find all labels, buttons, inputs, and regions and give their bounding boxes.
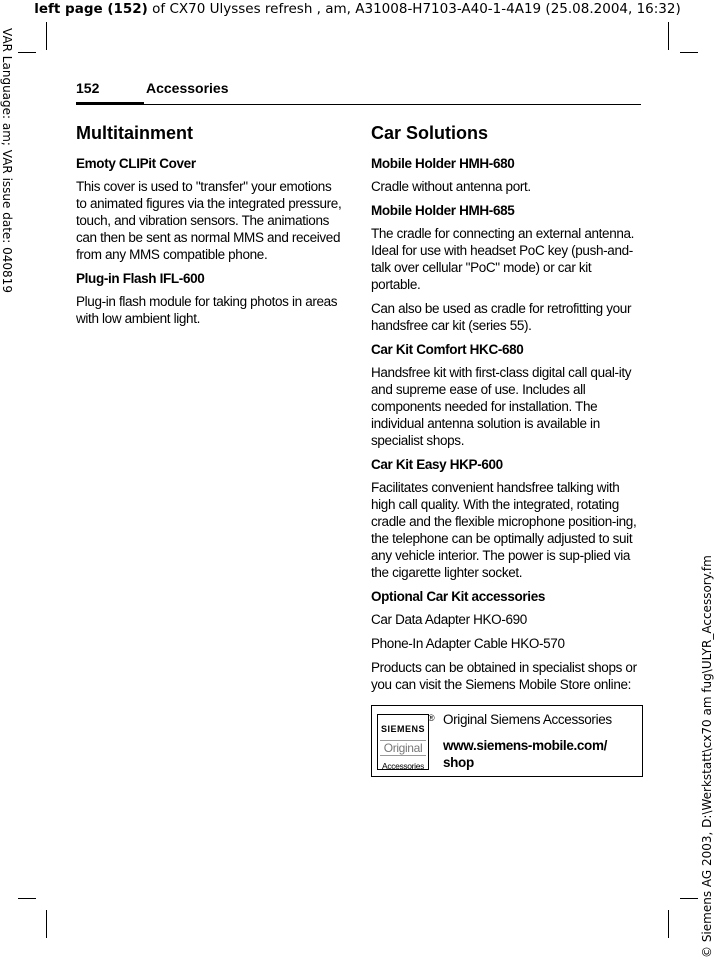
crop-mark (46, 910, 47, 938)
item-title: Plug-in Flash IFL-600 (76, 271, 205, 286)
copyright-file-note: © Siemens AG 2003, D:\Werkstatt\cx70 am fug\ULYR_Accessory.fm (700, 555, 714, 958)
page-number: 152 (76, 80, 100, 96)
page-title: Accessories (146, 80, 229, 96)
section-heading: Car Solutions (371, 123, 489, 143)
side-margin-left (0, 28, 16, 328)
logo-original-text: Original (380, 740, 426, 756)
print-header-details: of CX70 Ulysses refresh , am, A31008-H7103-A40-1-4A19 (25.08.2004, 16:32) (147, 1, 681, 17)
print-header-page-ref: left page (152) (34, 1, 148, 17)
item-title: Car Kit Easy HKP-600 (371, 457, 503, 472)
logo-accessories-text: Accessories (382, 761, 424, 771)
section-heading: Multitainment (76, 123, 193, 143)
header-rule (144, 104, 641, 105)
var-language-note: VAR Language: am; VAR issue date: 040819 (0, 28, 14, 293)
store-box-text (443, 711, 638, 771)
crop-mark (18, 898, 36, 899)
crop-mark (668, 22, 669, 50)
store-info-box (371, 705, 643, 777)
item-description: Handsfree kit with first-class digital call qual-ity and supreme ease of use. Includes all components needed for installation. The individual antenna solution is available in specialist shops. (371, 365, 632, 448)
item-description: Plug-in flash module for taking photos in areas with low ambient light. (76, 294, 338, 326)
item-description: Products can be obtained in specialist shops or you can visit the Siemens Mobile Store online: (371, 660, 637, 692)
right-column (371, 122, 643, 777)
item-title: Car Kit Comfort HKC-680 (371, 342, 524, 357)
left-column (76, 122, 344, 334)
item-description: This cover is used to "transfer" your emotions to animated figures via the integrated pressure, touch, and vibration sensors. The animations can then be sent as normal MMS and received from any MMS compatible phone. (76, 179, 342, 262)
item-description: Facilitates convenient handsfree talking with high call quality. With the integrated, rotating cradle and the flexible microphone position-ing, the telephone can be optimally adjusted to suit any vehicle interior. The power is sup-plied via the cigarette lighter socket. (371, 480, 637, 580)
page-header (76, 80, 641, 108)
header-rule-thick (76, 102, 144, 105)
store-url: www.siemens-mobile.com/ shop (443, 738, 607, 770)
store-box-title: Original Siemens Accessories (443, 712, 612, 727)
item-title: Mobile Holder HMH-680 (371, 156, 515, 171)
item-title: Optional Car Kit accessories (371, 589, 546, 604)
item-description: The cradle for connecting an external antenna. Ideal for use with headset PoC key (push-and-talk over cellular "PoC" mode) or car kit portable. (371, 226, 635, 292)
side-margin-right (700, 548, 715, 958)
accessory-list-item: Car Data Adapter HKO-690 (371, 612, 527, 627)
crop-mark (680, 52, 698, 53)
crop-mark (46, 22, 47, 50)
item-title: Emoty CLIPit Cover (76, 156, 196, 171)
print-header-line (0, 0, 715, 18)
accessory-list-item: Phone-In Adapter Cable HKO-570 (371, 636, 565, 651)
item-description: Can also be used as cradle for retrofitting your handsfree car kit (series 55). (371, 301, 632, 333)
item-title: Mobile Holder HMH-685 (371, 203, 515, 218)
registered-mark: ® (428, 713, 435, 723)
crop-mark (18, 52, 36, 53)
logo-brand-text: SIEMENS (380, 724, 425, 734)
item-description: Cradle without antenna port. (371, 179, 531, 194)
siemens-original-accessories-logo (377, 714, 429, 770)
crop-mark (668, 910, 669, 938)
crop-mark (680, 898, 698, 899)
